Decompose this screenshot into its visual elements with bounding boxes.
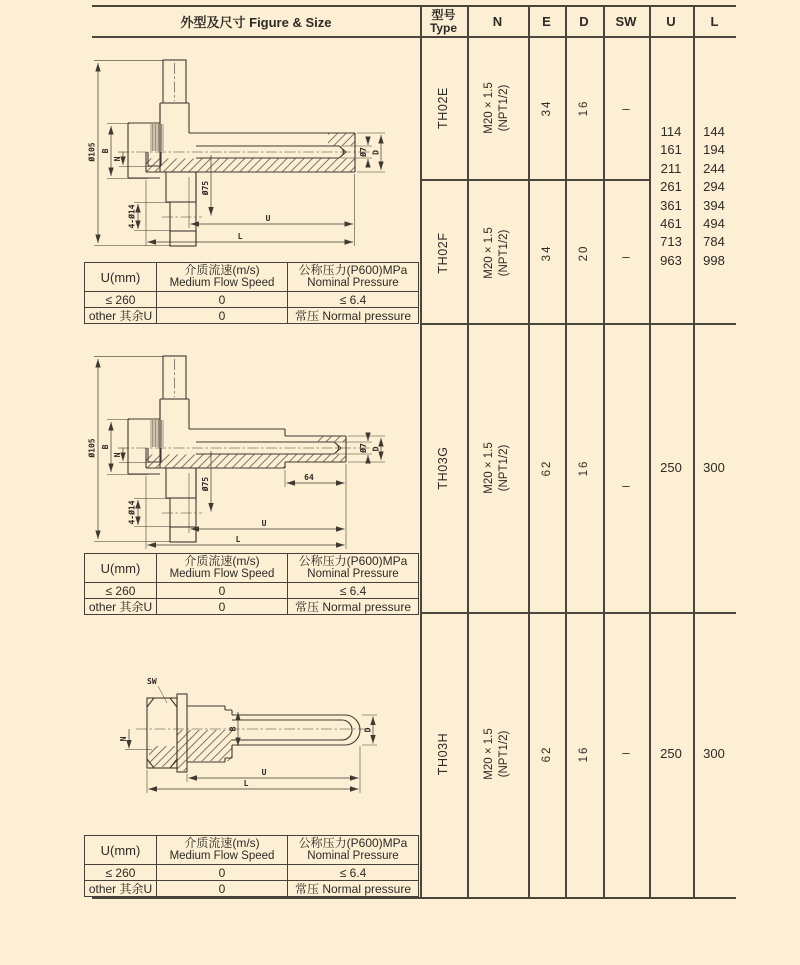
u-value: 963 (660, 252, 682, 268)
section-hatch (177, 730, 187, 771)
dim-label-u: U (261, 519, 267, 528)
column-header-e: E (542, 13, 551, 29)
model-name-th02e: TH02E (436, 87, 450, 129)
value-e-th02e: 34 (541, 99, 553, 117)
cell-u-range: ≤ 260 (105, 292, 136, 307)
flow-table-header-flow-en: Medium Flow Speed (169, 850, 275, 862)
grid-line (420, 179, 650, 181)
thermowell-drawing-flanged-stepped (84, 340, 420, 555)
table-row (85, 307, 418, 323)
flow-table-header-flow-en: Medium Flow Speed (169, 277, 275, 289)
flow-table-header-flow-zh: 介质流速(m/s) (184, 263, 260, 277)
dim-label-l: L (243, 779, 249, 788)
dim-label-dia105: Ø105 (87, 438, 97, 458)
cell-flow-speed: 0 (156, 881, 287, 896)
value-d-th03g: 16 (578, 459, 590, 477)
value-sw-th02f: – (622, 248, 630, 264)
thread-line2: (NPT1/2) (498, 84, 510, 132)
column-header-d: D (579, 13, 589, 29)
dim-label-d: D (371, 150, 381, 155)
thermowell-drawing-threaded (84, 655, 420, 805)
flow-table-header-flow-zh: 介质流速(m/s) (184, 836, 260, 850)
column-header-l: L (710, 13, 719, 29)
dimension-lines (98, 63, 381, 243)
column-header-type-zh: 型号 (431, 8, 456, 22)
dim-label-dia75: Ø75 (201, 476, 210, 492)
flow-table-header-press-zh: 公称压力(P600)MPa (298, 836, 408, 850)
section-hatch (187, 730, 232, 761)
value-e-th02f: 34 (541, 244, 553, 262)
grid-line (92, 897, 736, 899)
thread-line2: (NPT1/2) (498, 444, 510, 492)
l-value: 998 (703, 252, 725, 268)
cell-flow-speed: 0 (156, 292, 287, 307)
thread-line1: M20 × 1.5 (483, 442, 495, 494)
flow-table-header-press-en: Nominal Pressure (307, 850, 399, 862)
thread-texture (151, 420, 163, 447)
thread-line2: (NPT1/2) (498, 229, 510, 277)
column-header-n: N (492, 13, 503, 29)
value-u-th03g: 250 (660, 460, 682, 475)
model-name-th03g: TH03G (436, 446, 450, 490)
cell-flow-speed: 0 (156, 583, 287, 598)
u-value: 114 (660, 124, 682, 139)
cell-u-range: other 其余U (88, 308, 153, 323)
dim-label-dia75: Ø75 (201, 180, 210, 196)
flow-table-header-u: U(mm) (100, 269, 141, 285)
u-value: 461 (660, 216, 682, 232)
column-header-sw: SW (615, 13, 637, 29)
section-hatch (328, 134, 355, 146)
thread-line2: (NPT1/2) (498, 730, 510, 778)
dim-label-d: D (363, 727, 373, 733)
u-values-list (648, 123, 694, 270)
flow-table-header-press-zh: 公称压力(P600)MPa (298, 263, 408, 277)
dim-label-holes: 4-Ø14 (127, 204, 137, 229)
l-value: 144 (703, 124, 725, 139)
dim-label-u: U (265, 214, 271, 223)
flow-table-header-u: U(mm) (100, 560, 141, 576)
flow-table-header-press-en: Nominal Pressure (307, 277, 399, 289)
value-sw-th02e: – (622, 100, 630, 116)
dim-label-n: N (113, 452, 122, 458)
flow-table-header-press-en: Nominal Pressure (307, 568, 399, 580)
u-value: 261 (660, 179, 682, 195)
column-header-type (420, 8, 467, 36)
l-values-list (691, 123, 737, 270)
section-hatch (146, 159, 355, 172)
thread-line1: M20 × 1.5 (483, 227, 495, 279)
dim-label-dia105: Ø105 (87, 142, 97, 162)
thermowell-outline (128, 60, 355, 246)
column-header-figure-size: 外型及尺寸 Figure & Size (180, 14, 332, 30)
flow-table-header-u: U(mm) (100, 842, 141, 858)
value-l-th03g: 300 (703, 460, 725, 475)
u-value: 161 (660, 142, 682, 158)
table-row (85, 598, 418, 614)
section-hatch (170, 231, 196, 246)
model-name-th02f: TH02F (436, 232, 450, 274)
cell-u-range: ≤ 260 (105, 583, 136, 598)
leader-line (158, 686, 167, 703)
dim-label-n: N (113, 156, 122, 162)
cell-flow-speed: 0 (156, 308, 287, 323)
column-header-type-en: Type (429, 21, 458, 35)
dim-label-n: N (119, 736, 128, 742)
value-e-th03g: 62 (541, 459, 553, 477)
value-d-th02f: 20 (578, 244, 590, 262)
cell-flow-speed: 0 (156, 599, 287, 614)
dim-label-dia7: Ø7 (359, 443, 368, 453)
l-value: 294 (703, 179, 725, 195)
value-l-th03h: 300 (703, 746, 725, 761)
column-header-u: U (666, 13, 676, 29)
thread-line1: M20 × 1.5 (483, 728, 495, 780)
cell-u-range: ≤ 260 (105, 865, 136, 880)
section-hatch (318, 437, 346, 443)
dim-label-b: B (101, 444, 110, 450)
value-d-th02e: 16 (578, 99, 590, 117)
flow-table-header-flow-zh: 介质流速(m/s) (184, 554, 260, 568)
cell-pressure: ≤ 6.4 (287, 865, 418, 880)
dim-label-l: L (235, 535, 241, 544)
table-row (85, 864, 418, 880)
dim-label-b: B (228, 726, 238, 732)
l-value: 244 (703, 160, 725, 176)
cell-pressure: 常压 Normal pressure (287, 881, 418, 896)
section-hatch (146, 455, 285, 468)
grid-line (92, 5, 736, 7)
value-sw-th03g: – (622, 477, 630, 493)
u-value: 713 (660, 234, 682, 250)
value-u-th03h: 250 (660, 746, 682, 761)
flow-pressure-table (84, 553, 419, 615)
thread-line1: M20 × 1.5 (483, 82, 495, 134)
table-row (85, 582, 418, 598)
cell-pressure: 常压 Normal pressure (287, 308, 418, 323)
cell-u-range: other 其余U (88, 599, 153, 614)
thermowell-outline (128, 356, 346, 542)
thread-texture (151, 124, 163, 151)
dim-label-u: U (261, 768, 267, 777)
value-e-th03h: 62 (541, 745, 553, 763)
cell-pressure: 常压 Normal pressure (287, 599, 418, 614)
cell-u-range: other 其余U (88, 881, 153, 896)
grid-line (92, 36, 736, 38)
dim-label-64: 64 (304, 473, 314, 482)
flow-pressure-table (84, 262, 419, 324)
dim-label-dia7: Ø7 (359, 147, 368, 157)
l-value: 394 (703, 197, 725, 213)
model-name-th03h: TH03H (436, 732, 450, 776)
thermowell-drawing-flanged (84, 45, 420, 260)
section-hatch (166, 172, 196, 202)
section-hatch (285, 455, 346, 462)
cell-pressure: ≤ 6.4 (287, 583, 418, 598)
dim-label-sw: SW (147, 677, 157, 686)
l-value: 194 (703, 142, 725, 158)
dim-label-l: L (237, 232, 243, 241)
u-value: 361 (660, 197, 682, 213)
value-d-th03h: 16 (578, 745, 590, 763)
table-row (85, 291, 418, 307)
dimension-lines (98, 359, 381, 545)
flow-pressure-table (84, 835, 419, 897)
dim-label-holes: 4-Ø14 (127, 500, 137, 525)
table-row (85, 880, 418, 896)
l-value: 494 (703, 216, 725, 232)
flow-table-header-flow-en: Medium Flow Speed (169, 568, 275, 580)
cell-pressure: ≤ 6.4 (287, 292, 418, 307)
dim-label-b: B (101, 148, 110, 154)
section-hatch (166, 468, 196, 498)
cell-flow-speed: 0 (156, 865, 287, 880)
l-value: 784 (703, 234, 725, 250)
dim-label-d: D (371, 446, 381, 452)
u-value: 211 (660, 160, 682, 176)
flow-table-header-press-zh: 公称压力(P600)MPa (298, 554, 408, 568)
value-sw-th03h: – (622, 744, 630, 760)
